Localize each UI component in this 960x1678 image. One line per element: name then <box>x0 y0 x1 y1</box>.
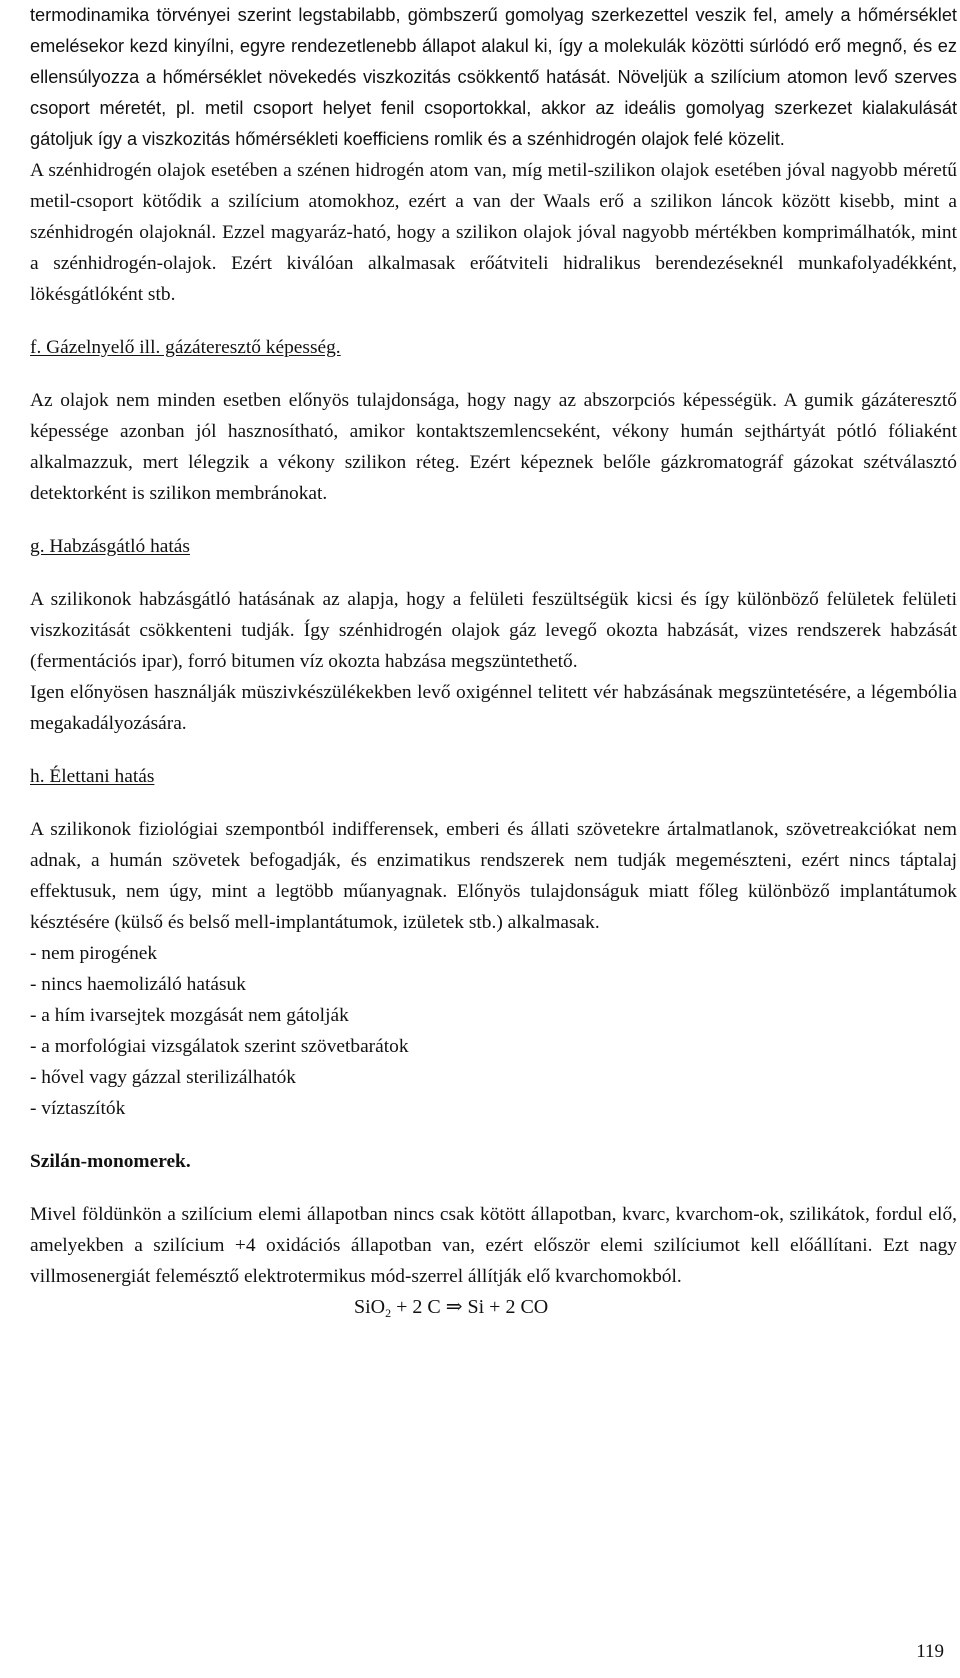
list-item: - a hím ivarsejtek mozgását nem gátolják <box>30 1005 349 1026</box>
section-heading-silane: Szilán-monomerek. <box>30 1151 191 1172</box>
chemical-equation <box>30 1292 957 1329</box>
section-heading-f: f. Gázelnyelő ill. gázáteresztő képesség. <box>30 337 341 358</box>
paragraph-gas-permeability: Az olajok nem minden esetben előnyös tulajdonsága, hogy nagy az abszorpciós képességük. A gumik gázáteresztő képessége azonban jól hasznosítható, amikor kontaktszemlencseként, vékony humán sejthártyát pótló fóliaként alkalmazzuk, mert lélegzik a vékony szilikon réteg. Ezért képeznek belőle gázkromatográf gázokat szétválasztó detektorként is szilikon membránokat. <box>30 390 957 504</box>
spacer <box>30 363 957 385</box>
spacer <box>30 739 957 761</box>
equation-rest: + 2 C ⇒ Si + 2 CO <box>391 1296 549 1318</box>
spacer <box>30 310 957 332</box>
paragraph-hydrocarbon-comparison: A szénhidrogén olajok esetében a szénen hidrogén atom van, míg metil-szilikon olajok esetében jóval nagyobb méretű metil-csoport kötődik a szilícium atomokhoz, ezért a van der Waals erő a szilikon láncok között kisebb, mint a szénhidrogén olajoknál. Ezzel magyaráz-ható, hogy a szilikon olajok jóval nagyobb mértékben komprimálhatók, mint a szénhidrogén-olajok. Ezért kiválóan alkalmasak erőátviteli hidralikus berendezéseknél munkafolyadékként, lökésgátlóként stb. <box>30 160 957 305</box>
list-item: - hővel vagy gázzal sterilizálhatók <box>30 1067 296 1088</box>
page-content <box>30 0 957 1329</box>
list-item: - nincs haemolizáló hatásuk <box>30 974 246 995</box>
paragraph-viscosity: termodinamika törvényei szerint legstabilabb, gömbszerű gomolyag szerkezettel veszik fel, amely a hőmérséklet emelésekor kezd kinyílni, egyre rendezetlenebb állapot alakul ki, így a molekulák közötti súrlódó erő megnő, és ez ellensúlyozza a hőmérséklet növekedés viszkozitás csökkentő hatását. Növeljük a szilícium atomon levő szerves csoport méretét, pl. metil csoport helyet fenil csoportokkal, akkor az ideális gomolyag szerkezet kialakulását gátoljuk így a viszkozitás hőmérsékleti koefficiens romlik és a szénhidrogén olajok felé közelit. <box>30 5 957 149</box>
list-item: - a morfológiai vizsgálatok szerint szövetbarátok <box>30 1036 409 1057</box>
paragraph-physiological: A szilikonok fiziológiai szempontból indifferensek, emberi és állati szövetekre ártalmatlanok, szövetreakciókat nem adnak, a humán szövetek befogadják, és enzimatikus rendszerek nem tudják megemészteni, ezért nincs táptalaj effektusuk, nem úgy, mint a legtöbb műanyagnak. Előnyös tulajdonságuk miatt főleg különböző implantátumok késztésére (külső és belső mell-implantátumok, izületek stb.) alkalmasak. <box>30 819 957 933</box>
paragraph-silicon-production: Mivel földünkön a szilícium elemi állapotban nincs csak kötött állapotban, kvarc, kvarchom-ok, szilikátok, fordul elő, amelyekben a szilícium +4 oxidációs állapotban van, ezért először elemi szilíciumot kell előállítani. Ezt nagy villmosenergiát felemésztő elektrotermikus mód-szerrel állítják elő kvarchomokból. <box>30 1204 957 1287</box>
page-number: 119 <box>916 1641 944 1662</box>
property-list <box>30 938 957 1124</box>
list-item: - víztaszítók <box>30 1098 126 1119</box>
list-item: - nem pirogének <box>30 943 158 964</box>
spacer <box>30 562 957 584</box>
equation-sio: SiO <box>354 1296 386 1318</box>
spacer <box>30 1124 957 1146</box>
spacer <box>30 509 957 531</box>
paragraph-antifoam-medical: Igen előnyösen használják müszivkészülékekben levő oxigénnel telitett vér habzásának megszüntetésére, a légembólia megakadályozására. <box>30 682 957 734</box>
equation-subscript: 2 <box>385 1306 392 1320</box>
section-heading-g: g. Habzásgátló hatás <box>30 536 190 557</box>
section-heading-h: h. Élettani hatás <box>30 766 155 787</box>
paragraph-antifoam: A szilikonok habzásgátló hatásának az alapja, hogy a felületi feszültségük kicsi és így különböző felületek felületi viszkozitását csökkenteni tudják. Így szénhidrogén olajok gáz levegő okozta habzását, vizes rendszerek habzását (fermentációs ipar), forró bitumen víz okozta habzása megszüntethető. <box>30 589 957 672</box>
spacer <box>30 792 957 814</box>
spacer <box>30 1177 957 1199</box>
